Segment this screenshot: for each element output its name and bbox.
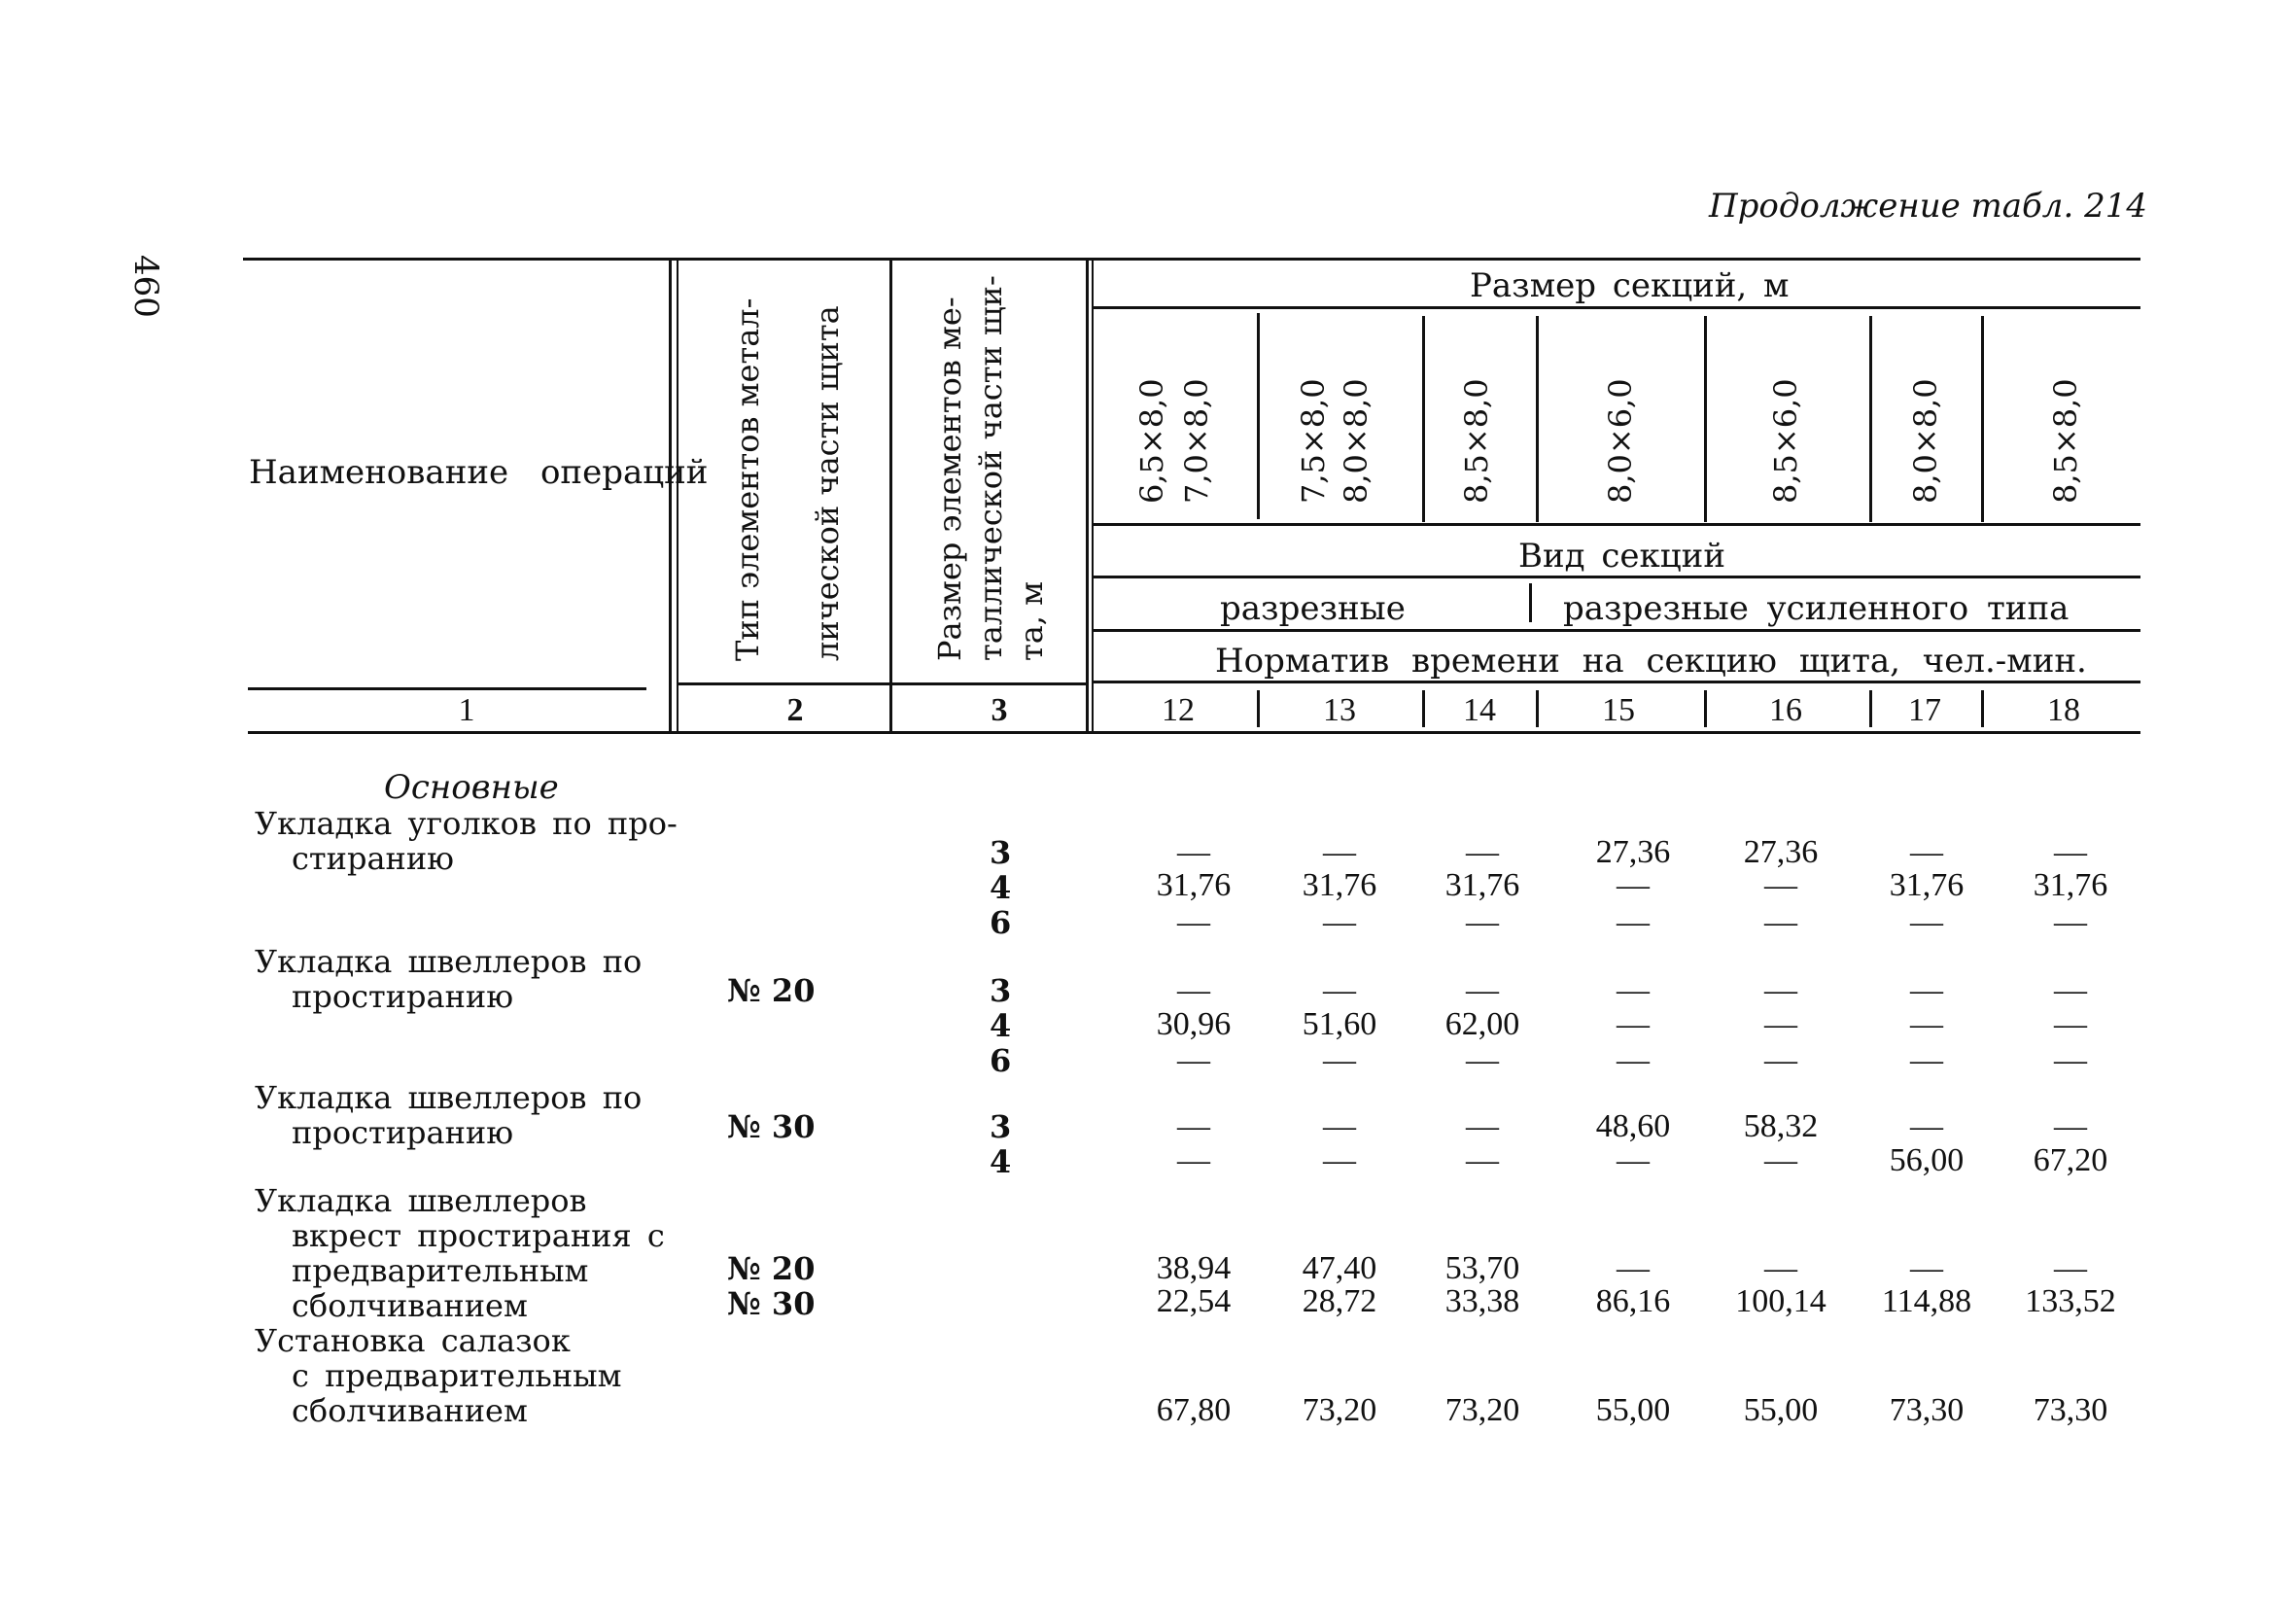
operation-name-line: вкрест простирания с <box>292 1217 665 1254</box>
norm-value-cell: 67,80 <box>1156 1392 1232 1428</box>
header-divider-5 <box>1092 258 1094 731</box>
norm-value-cell: 48,60 <box>1595 1108 1671 1144</box>
colnum-2: 2 <box>786 692 804 728</box>
norm-value-cell: — <box>1617 972 1650 1008</box>
colnum-12: 12 <box>1162 692 1195 728</box>
size-label-4: 8,0×6,0 <box>1602 378 1639 504</box>
section-type-cut: разрезные <box>1220 589 1406 628</box>
norm-value-cell: 27,36 <box>1743 834 1819 870</box>
size-label-7: 8,5×8,0 <box>2047 378 2084 504</box>
norm-value-cell: — <box>2054 904 2087 940</box>
norm-value-cell: — <box>2054 972 2087 1008</box>
size-col-divider-5 <box>1869 316 1872 522</box>
operation-name-line: Укладка уголков по про- <box>255 805 678 842</box>
operation-name-line: Укладка швеллеров <box>255 1182 587 1219</box>
norm-value-cell: — <box>1764 1250 1797 1286</box>
colnum-13: 13 <box>1323 692 1356 728</box>
col3-header-line3: та, м <box>1013 580 1050 661</box>
norm-value-cell: — <box>2054 1006 2087 1042</box>
operation-name-line: предварительным <box>292 1252 589 1289</box>
operation-name-line: с предварительным <box>292 1357 622 1394</box>
size-label-2b: 8,0×8,0 <box>1338 378 1374 504</box>
colnum-divider-1 <box>1257 690 1260 727</box>
norm-value-cell: 114,88 <box>1881 1283 1972 1319</box>
section-type-reinforced: разрезные усиленного типа <box>1563 589 2070 628</box>
type-split-rule <box>1094 629 2140 632</box>
norm-value-cell: 133,52 <box>2025 1283 2116 1319</box>
norm-value-cell: 31,76 <box>2033 867 2108 903</box>
norm-value-cell: — <box>1764 972 1797 1008</box>
element-size: 6 <box>990 904 1012 941</box>
operation-name-line: Укладка швеллеров по <box>255 943 643 980</box>
operation-name-line: простиранию <box>292 978 514 1015</box>
colnum-1: 1 <box>458 692 475 728</box>
norm-value-cell: — <box>1910 1250 1943 1286</box>
norm-value-cell: 47,40 <box>1302 1250 1377 1286</box>
norm-value-cell: — <box>1910 1108 1943 1144</box>
norm-value-cell: — <box>1910 834 1943 870</box>
norm-value-cell: — <box>1466 1042 1499 1078</box>
norm-value-cell: 56,00 <box>1889 1142 1965 1178</box>
norm-value-cell: 27,36 <box>1595 834 1671 870</box>
norm-value-cell: 31,76 <box>1156 867 1232 903</box>
norm-value-cell: 55,00 <box>1743 1392 1819 1428</box>
colnum-17: 17 <box>1908 692 1941 728</box>
norm-value-cell: — <box>1617 1250 1650 1286</box>
size-col-divider-3 <box>1536 316 1539 522</box>
norm-value-cell: — <box>1910 1006 1943 1042</box>
colnum-14: 14 <box>1463 692 1496 728</box>
norm-value-cell: — <box>1764 1042 1797 1078</box>
norm-value-cell: — <box>1617 1042 1650 1078</box>
header-top-rule <box>243 258 2140 261</box>
size-group-rule <box>1094 306 2140 309</box>
norm-value-cell: 33,38 <box>1444 1283 1520 1319</box>
norm-value-cell: 73,30 <box>2033 1392 2108 1428</box>
col2-header-line1: Тип элементов метал- <box>729 297 766 661</box>
col2-header-line2: лической части щита <box>809 305 846 661</box>
element-size: 3 <box>990 1108 1012 1145</box>
norm-value-cell: 67,20 <box>2033 1142 2108 1178</box>
norm-value-cell: 38,94 <box>1156 1250 1232 1286</box>
norm-value-cell: — <box>1617 904 1650 940</box>
norm-value-cell: — <box>2054 1042 2087 1078</box>
element-size: 6 <box>990 1042 1012 1079</box>
colnum-18: 18 <box>2047 692 2080 728</box>
header-divider-3 <box>889 258 892 731</box>
norm-value-cell: 58,32 <box>1743 1108 1819 1144</box>
norm-value-cell: — <box>1466 834 1499 870</box>
norm-value-cell: 100,14 <box>1735 1283 1826 1319</box>
element-type: № 30 <box>727 1285 816 1322</box>
sizes-bottom-rule <box>1094 523 2140 526</box>
size-col-divider-6 <box>1981 316 1984 522</box>
operation-name-line: стиранию <box>292 840 455 877</box>
element-size: 3 <box>990 972 1012 1009</box>
element-size: 4 <box>990 869 1012 906</box>
col1-header: Наименование операций <box>249 453 709 492</box>
norm-value-cell: — <box>1764 1006 1797 1042</box>
element-type: № 20 <box>727 972 816 1009</box>
norm-value-cell: 73,30 <box>1889 1392 1965 1428</box>
size-label-1a: 6,5×8,0 <box>1133 378 1170 504</box>
norm-value-cell: 73,20 <box>1302 1392 1377 1428</box>
size-col-divider-2 <box>1422 316 1425 522</box>
norm-value-cell: 31,76 <box>1889 867 1965 903</box>
element-size: 3 <box>990 834 1012 871</box>
group-title: Основные <box>384 768 559 807</box>
norm-value-cell: — <box>1323 834 1356 870</box>
size-col-divider-4 <box>1704 316 1707 522</box>
norm-value-cell: 22,54 <box>1156 1283 1232 1319</box>
operation-name-line: сболчиванием <box>292 1287 528 1324</box>
header-divider-2 <box>677 258 678 731</box>
size-label-2a: 7,5×8,0 <box>1295 378 1332 504</box>
norm-value-cell: — <box>1177 904 1210 940</box>
norm-value-cell: — <box>1177 1108 1210 1144</box>
norm-value-cell: — <box>2054 834 2087 870</box>
size-label-6: 8,0×8,0 <box>1907 378 1944 504</box>
norm-value-cell: 30,96 <box>1156 1006 1232 1042</box>
norm-value-cell: — <box>1764 904 1797 940</box>
norm-value-cell: — <box>1466 1108 1499 1144</box>
norm-value-cell: — <box>1910 904 1943 940</box>
table-continuation-caption: Продолжение табл. 214 <box>1709 187 2147 226</box>
colnum-3: 3 <box>991 692 1008 728</box>
norm-value-cell: — <box>1177 972 1210 1008</box>
norm-value-cell: — <box>2054 1108 2087 1144</box>
size-group-title: Размер секций, м <box>1470 266 1790 305</box>
norm-value-cell: — <box>1910 1042 1943 1078</box>
norm-value-cell: 55,00 <box>1595 1392 1671 1428</box>
norm-value-cell: 53,70 <box>1444 1250 1520 1286</box>
col23-bottom-rule <box>678 682 1086 685</box>
norm-value-cell: — <box>1177 1042 1210 1078</box>
type-split-divider <box>1529 583 1532 622</box>
norm-value-cell: — <box>1910 972 1943 1008</box>
norm-value-cell: — <box>1466 1142 1499 1178</box>
colnum-15: 15 <box>1602 692 1635 728</box>
header-divider-1 <box>669 258 672 731</box>
norm-value-cell: — <box>1617 867 1650 903</box>
norm-value-cell: — <box>2054 1250 2087 1286</box>
norm-value-cell: — <box>1617 1142 1650 1178</box>
colnum-divider-4 <box>1704 690 1707 727</box>
norm-value-cell: — <box>1466 904 1499 940</box>
norm-bottom-rule <box>1094 681 2140 683</box>
col1-bottom-rule <box>248 687 646 690</box>
section-type-rule <box>1094 576 2140 578</box>
operation-name-line: сболчиванием <box>292 1392 528 1429</box>
col3-header-line2: таллической части щи- <box>972 275 1009 661</box>
norm-value-cell: — <box>1323 1108 1356 1144</box>
norm-value-cell: — <box>1466 972 1499 1008</box>
element-size: 4 <box>990 1143 1012 1180</box>
header-divider-4 <box>1086 258 1089 731</box>
norm-value-cell: 31,76 <box>1302 867 1377 903</box>
norm-title: Норматив времени на секцию щита, чел.-мин. <box>1215 642 2087 681</box>
size-label-5: 8,5×6,0 <box>1767 378 1804 504</box>
norm-value-cell: — <box>1323 1142 1356 1178</box>
col3-header-line1: Размер элементов ме- <box>931 297 968 661</box>
colnum-bottom-rule <box>248 731 2140 734</box>
page-number: 460 <box>126 255 165 318</box>
operation-name-line: Установка салазок <box>255 1322 571 1359</box>
colnum-16: 16 <box>1769 692 1802 728</box>
norm-value-cell: — <box>1177 1142 1210 1178</box>
section-type-title: Вид секций <box>1518 537 1725 576</box>
element-type: № 20 <box>727 1250 816 1287</box>
norm-value-cell: 73,20 <box>1444 1392 1520 1428</box>
norm-value-cell: — <box>1323 904 1356 940</box>
norm-value-cell: 31,76 <box>1444 867 1520 903</box>
norm-value-cell: — <box>1617 1006 1650 1042</box>
size-label-1b: 7,0×8,0 <box>1178 378 1215 504</box>
norm-value-cell: — <box>1323 1042 1356 1078</box>
operation-name-line: Укладка швеллеров по <box>255 1079 643 1116</box>
norm-value-cell: — <box>1764 1142 1797 1178</box>
size-col-divider-1 <box>1257 313 1260 519</box>
size-label-3: 8,5×8,0 <box>1458 378 1495 504</box>
norm-value-cell: — <box>1764 867 1797 903</box>
norm-value-cell: 86,16 <box>1595 1283 1671 1319</box>
operation-name-line: простиранию <box>292 1114 514 1151</box>
norm-value-cell: 51,60 <box>1302 1006 1377 1042</box>
norm-value-cell: 28,72 <box>1302 1283 1377 1319</box>
norm-value-cell: 62,00 <box>1444 1006 1520 1042</box>
norm-value-cell: — <box>1323 972 1356 1008</box>
element-type: № 30 <box>727 1108 816 1145</box>
element-size: 4 <box>990 1007 1012 1044</box>
norm-value-cell: — <box>1177 834 1210 870</box>
